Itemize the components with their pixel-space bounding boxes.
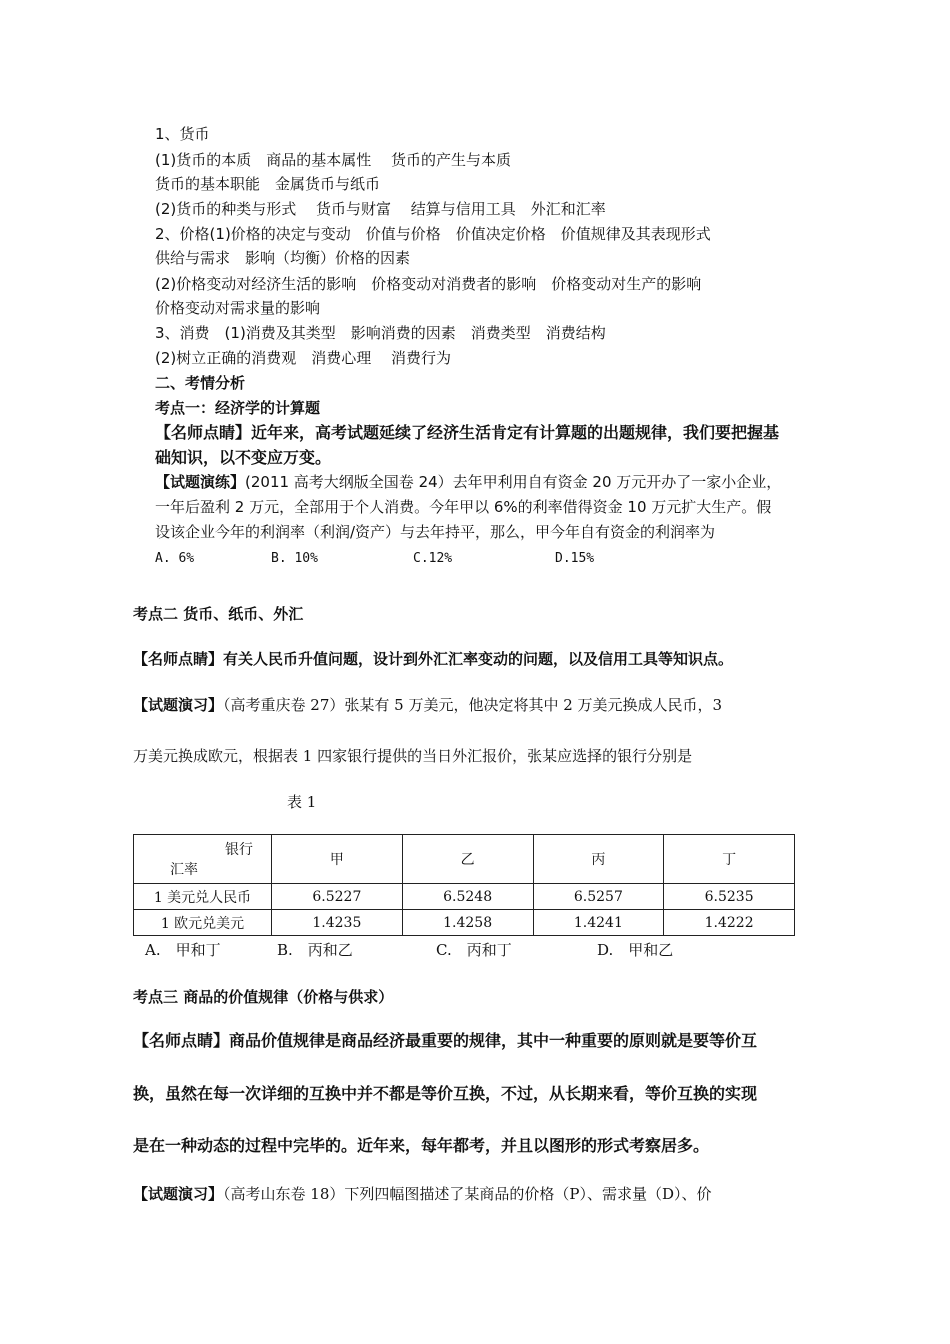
kd1-ex-line-3: 设该企业今年的利润率（利润/资产）与去年持平，那么，甲今年自有资金的利润率为 — [155, 523, 716, 541]
kd3-title: 考点三 商品的价值规律（价格与供求） — [133, 988, 394, 1006]
row-label: 1 美元兑人民币 — [134, 884, 272, 910]
kd1-tip-line-1 — [155, 423, 779, 443]
table-caption: 表 1 — [287, 793, 317, 811]
kd3-tip-line-3: 是在一种动态的过程中完毕的。近年来，每年都考，并且以图形的形式考察居多。 — [133, 1136, 710, 1155]
table-header-row — [134, 835, 795, 884]
table-cell: 6.5248 — [402, 884, 533, 910]
bank-header-4: 丁 — [664, 835, 795, 884]
kd1-option-b: B. 10% — [271, 551, 318, 566]
outline-line-5: 2、价格(1)价格的决定与变动 价值与价格 价值决定价格 价值规律及其表现形式 — [155, 225, 711, 243]
outline-line-3: 货币的基本职能 金属货币与纸币 — [155, 175, 381, 193]
kd3-tip-line-2: 换，虽然在每一次详细的互换中并不都是等价互换，不过，从长期来看，等价互换的实现 — [133, 1084, 758, 1103]
table-row — [134, 884, 795, 910]
kd2-option-c: C. 丙和丁 — [436, 941, 512, 959]
outline-line-7: (2)价格变动对经济生活的影响 价格变动对消费者的影响 价格变动对生产的影响 — [155, 275, 702, 293]
kd2-tip-label: 【名师点睛】 — [133, 650, 224, 668]
table-row — [134, 910, 795, 936]
kd2-title: 考点二 货币、纸币、外汇 — [133, 605, 304, 623]
kd2-ex-line-1 — [133, 695, 722, 715]
kd2-ex-label: 【试题演习】 — [133, 696, 224, 714]
bank-header-1: 甲 — [272, 835, 403, 884]
kd1-tip-label: 【名师点睛】 — [155, 423, 252, 442]
kd1-ex-label: 【试题演练】 — [155, 473, 246, 491]
corner-label-bank: 银行 — [225, 842, 253, 858]
outline-line-8: 价格变动对需求量的影响 — [155, 299, 321, 317]
kd3-ex-line-1 — [133, 1184, 712, 1204]
kd2-option-b: B. 丙和乙 — [277, 941, 353, 959]
kd2-tip-line — [133, 649, 733, 669]
table-cell: 1.4258 — [402, 910, 533, 936]
table-cell: 1.4241 — [533, 910, 664, 936]
table-corner-cell — [134, 835, 272, 884]
outline-line-9: 3、消费 (1)消费及其类型 影响消费的因素 消费类型 消费结构 — [155, 324, 606, 342]
outline-line-2: (1)货币的本质 商品的基本属性 货币的产生与本质 — [155, 151, 512, 169]
table-cell: 1.4222 — [664, 910, 795, 936]
row-label: 1 欧元兑美元 — [134, 910, 272, 936]
bank-header-3: 丙 — [533, 835, 664, 884]
kd1-ex-line-2: 一年后盈利 2 万元，全部用于个人消费。今年甲以 6%的利率借得资金 10 万元扩大生产。假 — [155, 498, 772, 516]
kd3-tip-label: 【名师点睛】 — [133, 1031, 230, 1050]
kd1-tip-line-2: 础知识，以不变应万变。 — [155, 448, 332, 467]
kd1-ex-line-1 — [155, 472, 781, 492]
kd3-ex-text-1: （高考山东卷 18）下列四幅图描述了某商品的价格（P）、需求量（D）、价 — [223, 1185, 712, 1203]
kd2-ex-text-1: （高考重庆卷 27）张某有 5 万美元，他决定将其中 2 万美元换成人民币，3 — [223, 696, 723, 714]
table-cell: 6.5235 — [664, 884, 795, 910]
outline-line-1: 1、货币 — [155, 125, 210, 143]
outline-line-4: (2)货币的种类与形式 货币与财富 结算与信用工具 外汇和汇率 — [155, 200, 606, 218]
section-title: 二、考情分析 — [155, 374, 246, 392]
kd1-option-d: D.15% — [555, 551, 595, 566]
kd1-title: 考点一：经济学的计算题 — [155, 399, 321, 417]
kd2-tip-text: 有关人民币升值问题，设计到外汇汇率变动的问题，以及信用工具等知识点。 — [223, 650, 734, 668]
corner-label-rate: 汇率 — [170, 862, 198, 878]
kd2-option-a: A. 甲和丁 — [145, 941, 221, 959]
table-cell: 6.5227 — [272, 884, 403, 910]
kd3-tip-line-1 — [133, 1031, 757, 1051]
kd3-tip-text-1: 商品价值规律是商品经济最重要的规律，其中一种重要的原则就是要等价互 — [229, 1031, 758, 1050]
outline-line-10: (2)树立正确的消费观 消费心理 消费行为 — [155, 349, 452, 367]
table-cell: 1.4235 — [272, 910, 403, 936]
table-cell: 6.5257 — [533, 884, 664, 910]
kd2-ex-line-2: 万美元换成欧元，根据表 1 四家银行提供的当日外汇报价，张某应选择的银行分别是 — [133, 747, 693, 765]
exchange-rate-table — [133, 834, 795, 936]
kd1-option-a: A. 6% — [155, 551, 195, 566]
kd2-option-d: D. 甲和乙 — [597, 941, 674, 959]
bank-header-2: 乙 — [402, 835, 533, 884]
kd1-tip-text-1: 近年来，高考试题延续了经济生活肯定有计算题的出题规律，我们要把握基 — [251, 423, 780, 442]
kd1-ex-text-1: (2011 高考大纲版全国卷 24）去年甲利用自有资金 20 万元开办了一家小企业， — [245, 473, 782, 491]
kd3-ex-label: 【试题演习】 — [133, 1185, 224, 1203]
outline-line-6: 供给与需求 影响（均衡）价格的因素 — [155, 249, 411, 267]
kd1-option-c: C.12% — [413, 551, 453, 566]
